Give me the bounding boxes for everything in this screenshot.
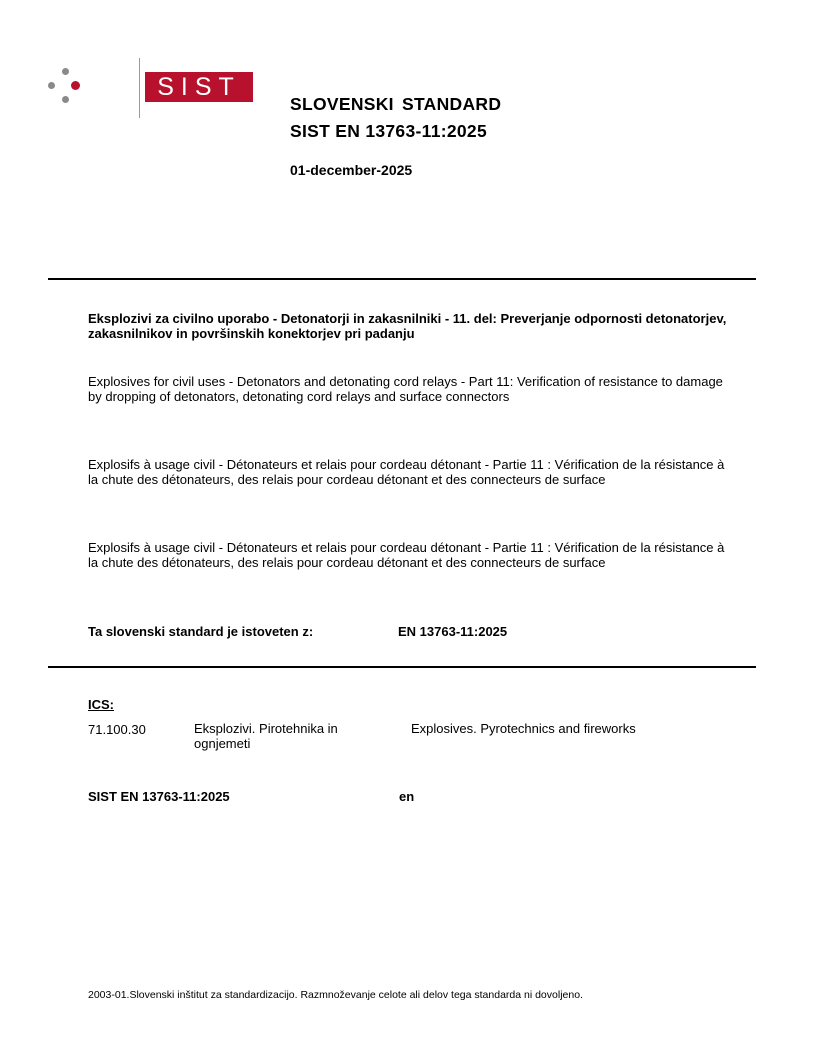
ics-description-slovenian: Eksplozivi. Pirotehnika in ognjemeti xyxy=(194,721,338,751)
top-divider xyxy=(48,278,756,280)
logo-wordmark: SIST xyxy=(145,72,253,102)
logo-dot-red xyxy=(71,81,80,90)
standard-language: en xyxy=(399,789,415,804)
copyright-footer: 2003-01.Slovenski inštitut za standardizacijo. Razmnoževanje celote ali delov tega standarda ni dovoljeno. xyxy=(88,989,583,1001)
ics-label: ICS: xyxy=(88,697,114,712)
publication-date: 01-december-2025 xyxy=(290,162,413,178)
title-french-repeat: Explosifs à usage civil - Détonateurs et relais pour cordeau détonant - Partie 11 : Vérification de la résistance à la chute des détonateurs, des relais pour cordeau détonant et des connecteurs de surface xyxy=(88,540,725,570)
ics-description-english: Explosives. Pyrotechnics and fireworks xyxy=(411,721,636,736)
title-french: Explosifs à usage civil - Détonateurs et relais pour cordeau détonant - Partie 11 : Vérification de la résistance à la chute des détonateurs, des relais pour cordeau détonant et des connecteurs de surface xyxy=(88,457,725,487)
logo-dot-left xyxy=(48,82,55,89)
identical-label: Ta slovenski standard je istoveten z: xyxy=(88,624,314,639)
document-type-title: SLOVENSKI STANDARD xyxy=(290,94,502,114)
logo-dot-bottom xyxy=(62,96,69,103)
identical-value: EN 13763-11:2025 xyxy=(398,624,508,639)
logo-separator xyxy=(139,58,140,118)
title-slovenian: Eksplozivi za civilno uporabo - Detonatorji in zakasnilniki - 11. del: Preverjanje odpornosti detonatorjev, zakasnilnikov in površinskih konektorjev pri padanju xyxy=(88,311,727,341)
bottom-divider xyxy=(48,666,756,668)
logo-dot-top xyxy=(62,68,69,75)
title-english: Explosives for civil uses - Detonators and detonating cord relays - Part 11: Verification of resistance to damage by dropping of detonators, detonating cord relays and surface connectors xyxy=(88,374,723,404)
standard-number-title: SIST EN 13763-11:2025 xyxy=(290,121,487,141)
ics-code: 71.100.30 xyxy=(88,722,146,737)
standard-code: SIST EN 13763-11:2025 xyxy=(88,789,230,804)
sist-logo xyxy=(48,58,241,122)
